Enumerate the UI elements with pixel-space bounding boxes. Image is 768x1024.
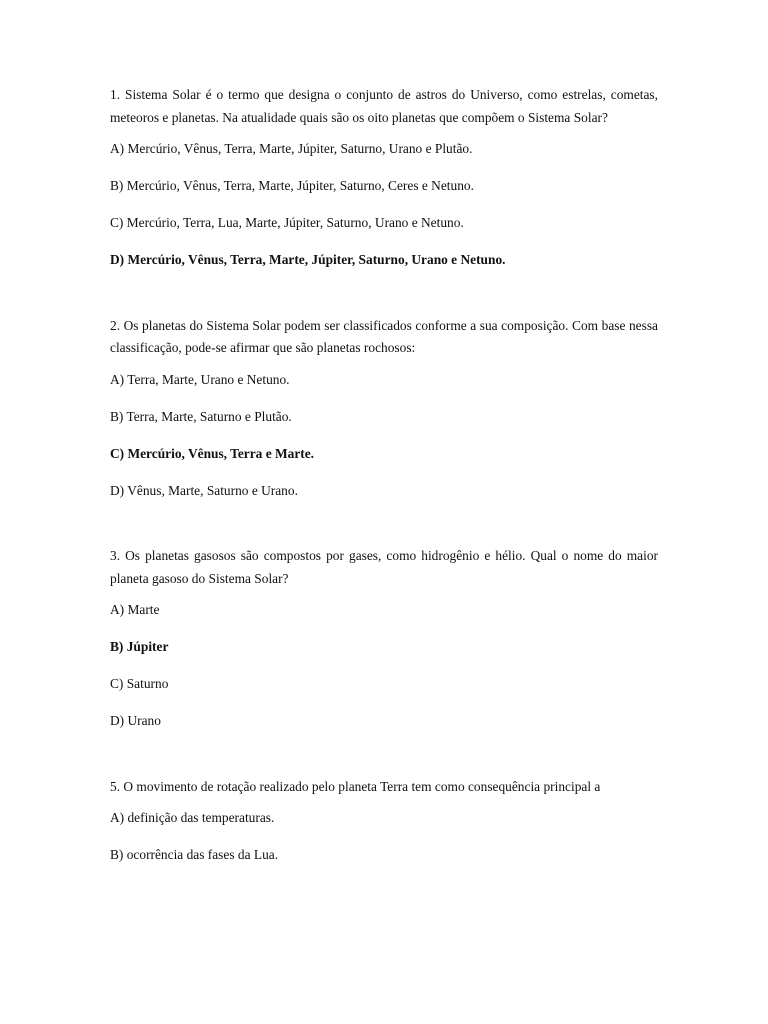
question-text: 5. O movimento de rotação realizado pelo planeta Terra tem como consequência principal a	[110, 778, 601, 794]
option-d: D) Vênus, Marte, Saturno e Urano.	[110, 482, 298, 498]
option-b-correct: B) Júpiter	[110, 639, 169, 654]
question-text: 2. Os planetas do Sistema Solar podem ser classificados conforme a sua composição. Com base nessa classificação, pode-se afirmar que são planetas rochosos:	[110, 317, 658, 355]
document-content	[110, 84, 658, 910]
option-a: A) Mercúrio, Vênus, Terra, Marte, Júpiter, Saturno, Urano e Plutão.	[110, 141, 473, 156]
option-d: D) Urano	[110, 713, 161, 728]
option-b: B) ocorrência das fases da Lua.	[110, 847, 279, 862]
option-c-correct: C) Mercúrio, Vênus, Terra e Marte.	[110, 445, 315, 461]
option-b: B) Mercúrio, Vênus, Terra, Marte, Júpiter, Saturno, Ceres e Netuno.	[110, 178, 474, 193]
option-c: C) Saturno	[110, 676, 169, 691]
option-a: A) Marte	[110, 602, 160, 617]
option-c: C) Mercúrio, Terra, Lua, Marte, Júpiter, Saturno, Urano e Netuno.	[110, 215, 464, 230]
option-a: A) definição das temperaturas.	[110, 810, 275, 825]
option-d-correct: D) Mercúrio, Vênus, Terra, Marte, Júpiter, Saturno, Urano e Netuno.	[110, 252, 506, 267]
question-2	[110, 315, 658, 503]
option-b: B) Terra, Marte, Saturno e Plutão.	[110, 408, 292, 424]
question-1	[110, 84, 658, 272]
question-text: 1. Sistema Solar é o termo que designa o conjunto de astros do Universo, como estrelas, cometas, meteoros e planetas. Na atualidade quais são os oito planetas que compõem o Sistema Solar?	[110, 87, 658, 125]
question-text: 3. Os planetas gasosos são compostos por gases, como hidrogênio e hélio. Qual o nome do maior planeta gasoso do Sistema Solar?	[110, 548, 658, 586]
option-a: A) Terra, Marte, Urano e Netuno.	[110, 371, 290, 387]
question-3	[110, 545, 658, 733]
question-5	[110, 776, 658, 867]
